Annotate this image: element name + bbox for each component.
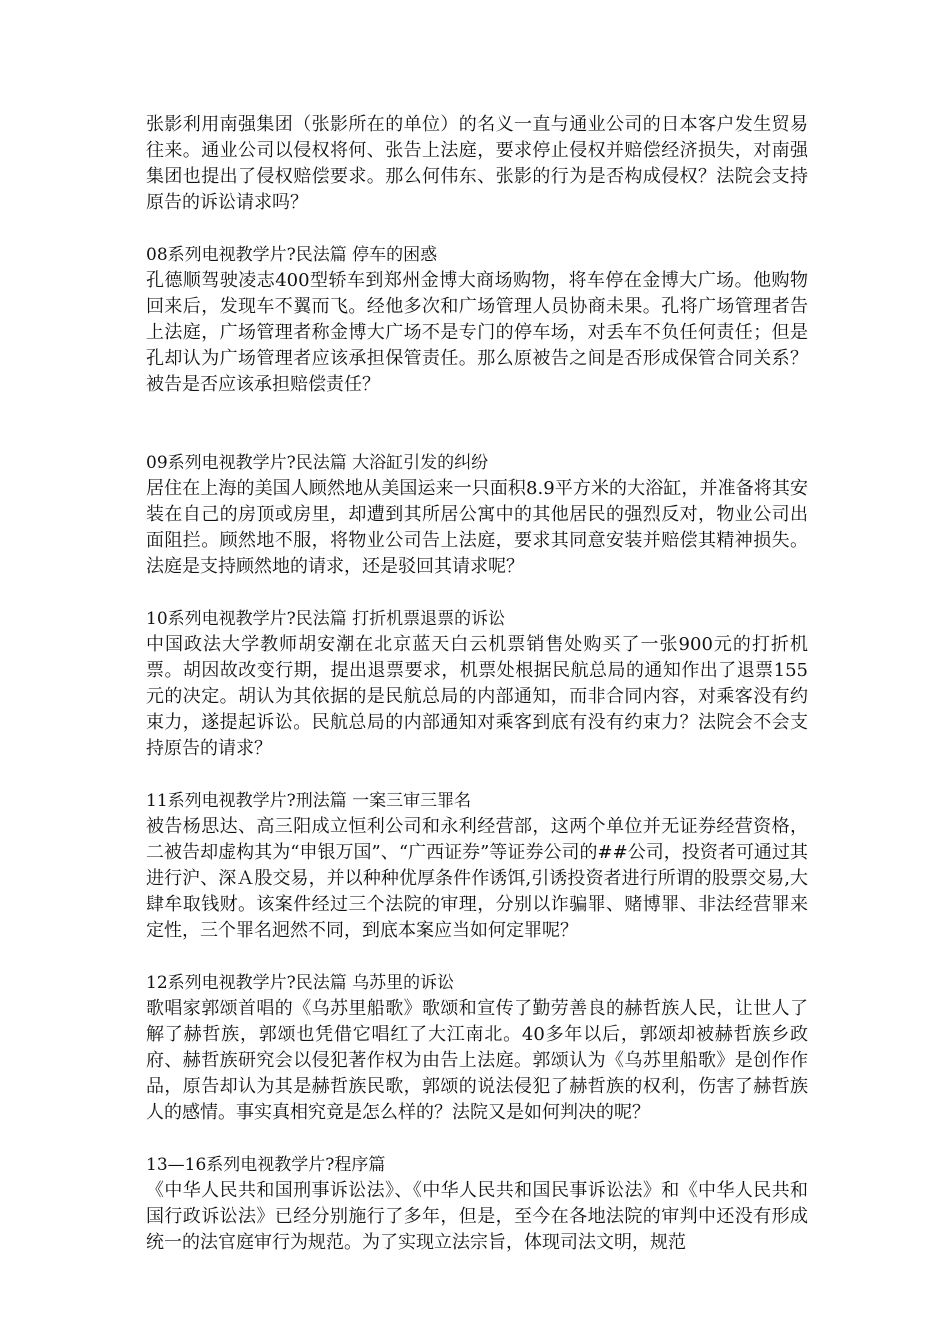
section-body: 歌唱家郭颂首唱的《乌苏里船歌》歌颂和宣传了勤劳善良的赫哲族人民，让世人了解了赫哲族，郭颂也凭借它唱红了大江南北。40多年以后，郭颂却被赫哲族乡政府、赫哲族研究会以侵犯著作权为由告上法庭。郭颂认为《乌苏里船歌》是创作作品，原告却认为其是赫哲族民歌，郭颂的说法侵犯了赫哲族的权利，伤害了赫哲族人的感情。事实真相究竟是怎么样的？法院又是如何判决的呢？ — [146, 998, 808, 1123]
section-heading: 11系列电视教学片?刑法篇 一案三审三罪名 — [146, 791, 472, 811]
section-heading: 09系列电视教学片?民法篇 大浴缸引发的纠纷 — [146, 453, 489, 473]
section-09 — [146, 450, 808, 580]
section-13-16 — [146, 1152, 808, 1256]
section-heading: 13—16系列电视教学片?程序篇 — [146, 1155, 386, 1175]
intro-paragraph: 张影利用南强集团（张影所在的单位）的名义一直与通业公司的日本客户发生贸易往来。通业公司以侵权将何、张告上法庭，要求停止侵权并赔偿经济损失，对南强集团也提出了侵权赔偿要求。那么何伟东、张影的行为是否构成侵权？法院会支持原告的诉讼请求吗？ — [146, 114, 808, 213]
section-body: 《中华人民共和国刑事诉讼法》、《中华人民共和国民事诉讼法》和《中华人民共和国行政诉讼法》已经分别施行了多年，但是，至今在各地法院的审判中还没有形成统一的法官庭审行为规范。为了实现立法宗旨，体现司法文明，规范 — [146, 1180, 808, 1253]
section-10 — [146, 606, 808, 762]
section-body: 居住在上海的美国人顾然地从美国运来一只面积8.9平方米的大浴缸，并准备将其安装在自己的房顶或房里，却遭到其所居公寓中的其他居民的强烈反对，物业公司出面阻拦。顾然地不服，将物业公司告上法庭，要求其同意安装并赔偿其精神损失。法庭是支持顾然地的请求，还是驳回其请求呢？ — [146, 478, 808, 577]
section-heading: 10系列电视教学片?民法篇 打折机票退票的诉讼 — [146, 609, 506, 629]
section-heading: 08系列电视教学片?民法篇 停车的困惑 — [146, 245, 438, 265]
section-08 — [146, 242, 808, 398]
section-body: 中国政法大学教师胡安潮在北京蓝天白云机票销售处购买了一张900元的打折机票。胡因故改变行期，提出退票要求，机票处根据民航总局的通知作出了退票155元的决定。胡认为其依据的是民航总局的内部通知，而非合同内容，对乘客没有约束力，遂提起诉讼。民航总局的内部通知对乘客到底有没有约束力？法院会不会支持原告的请求？ — [146, 634, 808, 759]
document-page — [146, 112, 808, 1256]
section-11 — [146, 788, 808, 944]
section-heading: 12系列电视教学片?民法篇 乌苏里的诉讼 — [146, 973, 455, 993]
section-body: 孔德顺驾驶凌志400型轿车到郑州金博大商场购物，将车停在金博大广场。他购物回来后，发现车不翼而飞。经他多次和广场管理人员协商未果。孔将广场管理者告上法庭，广场管理者称金博大广场不是专门的停车场，对丢车不负任何责任；但是孔却认为广场管理者应该承担保管责任。那么原被告之间是否形成保管合同关系？被告是否应该承担赔偿责任？ — [146, 270, 808, 395]
section-body: 被告杨思达、高三阳成立恒利公司和永利经营部，这两个单位并无证券经营资格，二被告却虚构其为“申银万国”、“广西证券”等证券公司的##公司，投资者可通过其进行沪、深Ａ股交易，并以种种优厚条件作诱饵,引诱投资者进行所谓的股票交易,大肆牟取钱财。该案件经过三个法院的审理，分别以诈骗罪、赌博罪、非法经营罪来定性，三个罪名迥然不同，到底本案应当如何定罪呢？ — [146, 816, 808, 941]
section-12 — [146, 970, 808, 1126]
